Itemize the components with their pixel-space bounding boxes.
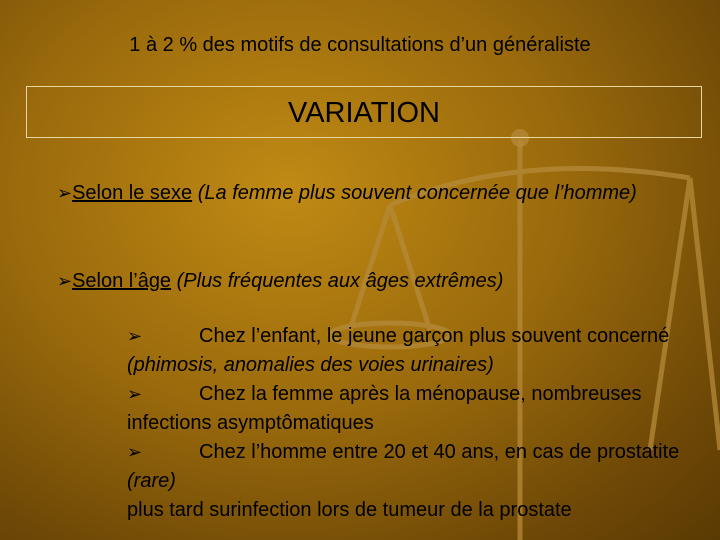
bullet-sexe: [57, 180, 677, 207]
bullet-label: Selon le sexe: [72, 182, 193, 204]
bullet-age: [57, 268, 677, 295]
sub-bullet-enfant: [127, 322, 687, 380]
heading-box: [26, 86, 702, 138]
sub-bullet-text: Chez l’homme entre 20 et 40 ans, en cas de prostatite: [199, 441, 680, 463]
bullet-label: Selon l’âge: [72, 270, 172, 292]
arrow-bullet-icon: ➢: [127, 442, 143, 463]
arrow-bullet-icon: ➢: [127, 326, 143, 347]
arrow-bullet-icon: ➢: [57, 271, 73, 292]
arrow-bullet-icon: ➢: [57, 183, 73, 204]
sub-bullet-text: Chez la femme après la ménopause, nombreuses infections asymptômatiques: [127, 383, 642, 434]
sub-bullet-homme: [127, 438, 687, 496]
sub-bullet-text: Chez l’enfant, le jeune garçon plus souvent concerné: [199, 325, 670, 347]
bullet-detail: (La femme plus souvent concernée que l’homme): [192, 182, 637, 204]
last-line: plus tard surinfection lors de tumeur de la prostate: [127, 499, 572, 521]
sub-bullet-detail: (phimosis, anomalies des voies urinaires): [127, 354, 494, 376]
sub-bullet-detail: (rare): [127, 470, 176, 492]
heading-text: VARIATION: [288, 97, 440, 129]
bullet-detail: (Plus fréquentes aux âges extrêmes): [171, 270, 504, 292]
arrow-bullet-icon: ➢: [127, 384, 143, 405]
sub-bullet-femme: [127, 380, 687, 438]
slide-title: 1 à 2 % des motifs de consultations d’un généraliste: [129, 34, 591, 56]
